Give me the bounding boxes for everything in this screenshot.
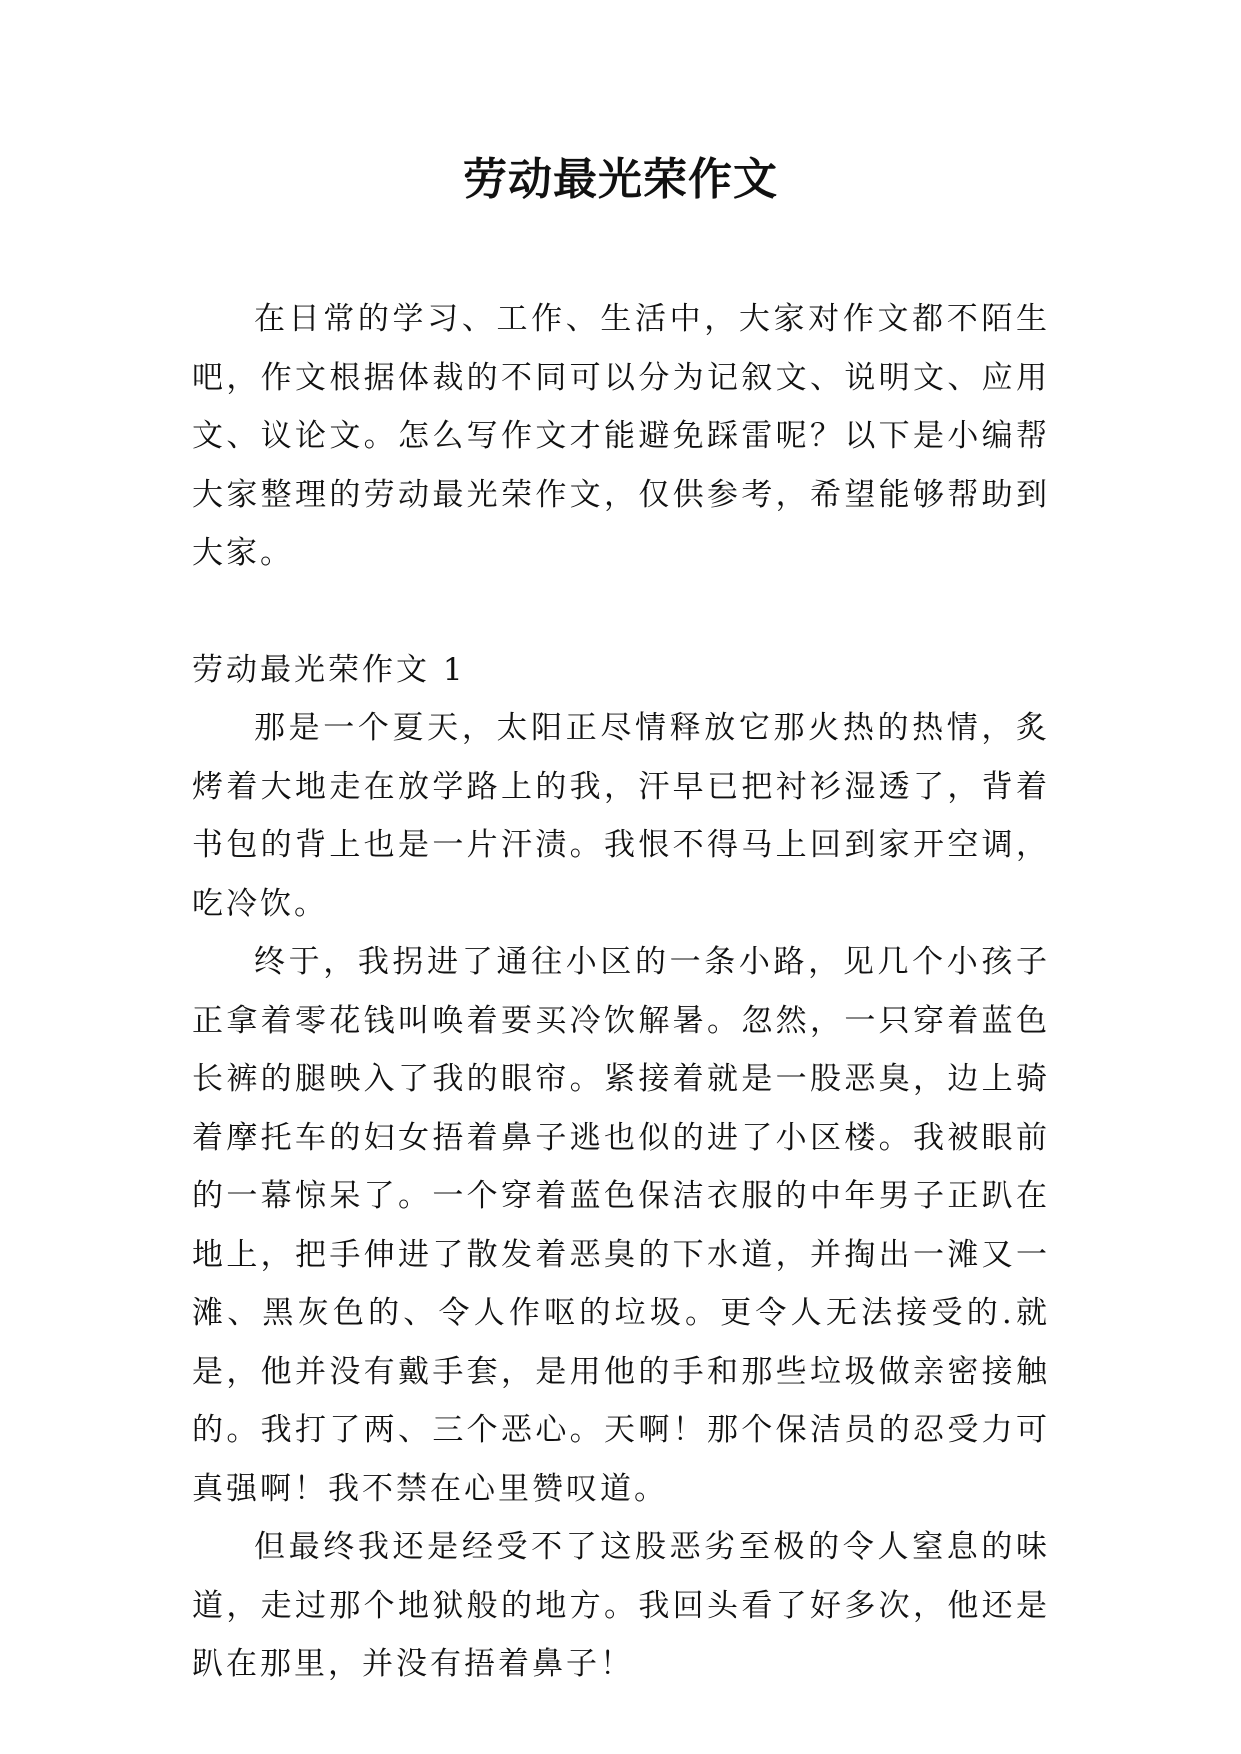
body-paragraph: 终于，我拐进了通往小区的一条小路，见几个小孩子正拿着零花钱叫唤着要买冷饮解暑。忽然，一只穿着蓝色长裤的腿映入了我的眼帘。紧接着就是一股恶臭，边上骑着摩托车的妇女捂着鼻子逃也似的进了小区楼。我被眼前的一幕惊呆了。一个穿着蓝色保洁衣服的中年男子正趴在地上，把手伸进了散发着恶臭的下水道，并掏出一滩又一滩、黑灰色的、令人作呕的垃圾。更令人无法接受的.就是，他并没有戴手套，是用他的手和那些垃圾做亲密接触的。我打了两、三个恶心。天啊！那个保洁员的忍受力可真强啊！我不禁在心里赞叹道。 xyxy=(192,944,1050,1507)
document-body xyxy=(192,290,1050,1694)
section-title: 劳动最光荣作文 1 xyxy=(192,651,466,688)
intro-paragraph: 在日常的学习、工作、生活中，大家对作文都不陌生吧，作文根据体裁的不同可以分为记叙文、说明文、应用文、议论文。怎么写作文才能避免踩雷呢？以下是小编帮大家整理的劳动最光荣作文，仅供参考，希望能够帮助到大家。 xyxy=(192,301,1050,571)
document-title: 劳动最光荣作文 xyxy=(463,154,778,205)
paragraph-gap xyxy=(192,583,1050,641)
body-paragraph: 但最终我还是经受不了这股恶劣至极的令人窒息的味道，走过那个地狱般的地方。我回头看了好多次，他还是趴在那里，并没有捂着鼻子！ xyxy=(192,1529,1050,1682)
body-paragraph: 那是一个夏天，太阳正尽情释放它那火热的热情，炙烤着大地走在放学路上的我，汗早已把衬衫湿透了，背着书包的背上也是一片汗渍。我恨不得马上回到家开空调，吃冷饮。 xyxy=(192,710,1050,922)
